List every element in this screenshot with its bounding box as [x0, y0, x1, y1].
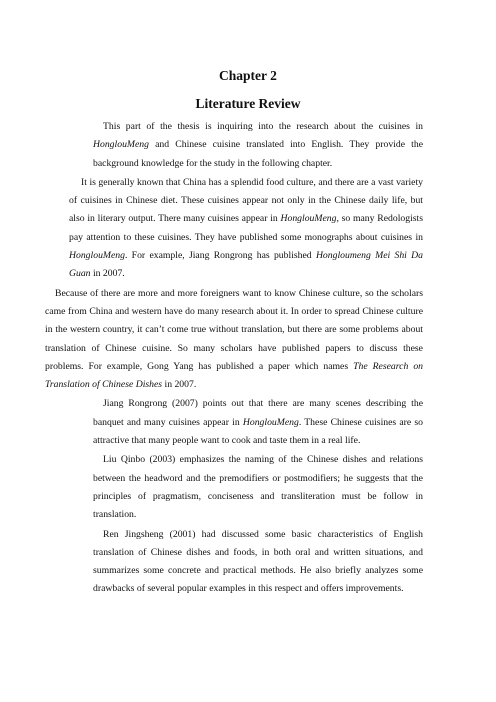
paragraph-intro — [93, 118, 423, 173]
italic-title-text: HonglouMeng — [93, 139, 149, 151]
paragraph-text: Ren Jingsheng (2001) had discussed some basic characteristics of English translation of Chinese dishes and foods, in both oral and written situations, and summarizes some concrete and practical methods. He also briefly analyzes some drawbacks of several popular examples in this respect and offers improvements. — [93, 528, 423, 595]
italic-title-text: HonglouMeng — [69, 250, 125, 262]
paragraph-text: and Chinese cuisine translated into English. They provide the background knowledge for the study in the following chapter. — [93, 139, 423, 169]
paragraph-text: in 2007. — [162, 379, 197, 391]
paragraph-text: . These Chinese cuisines are so attractive that many people want to cook and taste them in a real life. — [93, 416, 423, 447]
paragraph-ren-jingsheng — [93, 526, 423, 599]
paragraph-text: Because of there are more and more foreigners want to know Chinese culture, so the scholars came from China and western have do many research about it. In order to spread Chinese culture in the western country, it can’t come true without translation, but there are some problems about translation of Chinese cuisine. So many scholars have published papers to discuss these problems. For example, Gong Yang has published a paper which names — [45, 287, 423, 372]
italic-title-text: HonglouMeng — [280, 213, 337, 225]
paragraph-translation-need — [45, 285, 423, 395]
paragraph-text: It is generally known that China has a splendid food culture, and there are a vast variety of cuisines in Chinese diet. These cuisines appear not only in the Chinese daily life, but also in literary output. There many cuisines appear in — [69, 176, 423, 225]
paragraph-text: Liu Qinbo (2003) emphasizes the naming of the Chinese dishes and relations between the headword and the premodifiers or postmodifiers; he suggests that the principles of pragmatism, conciseness and transliteration must be follow in translation. — [93, 454, 423, 521]
body-text — [45, 118, 424, 600]
paragraph-text: This part of the thesis is inquiring into the research about the cuisines in — [103, 121, 423, 132]
section-title: Literature Review — [195, 96, 301, 111]
paragraph-food-culture — [69, 174, 423, 284]
italic-title-text: Hongloumeng Mei Shi Da Guan — [69, 250, 423, 280]
paragraph-liu-qinbo — [93, 451, 423, 524]
paragraph-text: in 2007. — [90, 268, 125, 280]
paragraph-text: . For example, Jiang Rongrong has published — [124, 250, 316, 262]
paragraph-jiang-rongrong — [93, 395, 423, 450]
chapter-title: Chapter 2 — [219, 68, 277, 83]
paragraph-text: Jiang Rongrong (2007) points out that there are many scenes describing the banquet and many cuisines appear in — [93, 398, 423, 428]
paragraph-text: , so many Redologists pay attention to these cuisines. They have published some monographs about cuisines in — [69, 213, 423, 243]
italic-title-text: The Research on Translation of Chinese Dishes — [45, 360, 424, 391]
italic-title-text: HonglouMeng — [242, 416, 299, 428]
